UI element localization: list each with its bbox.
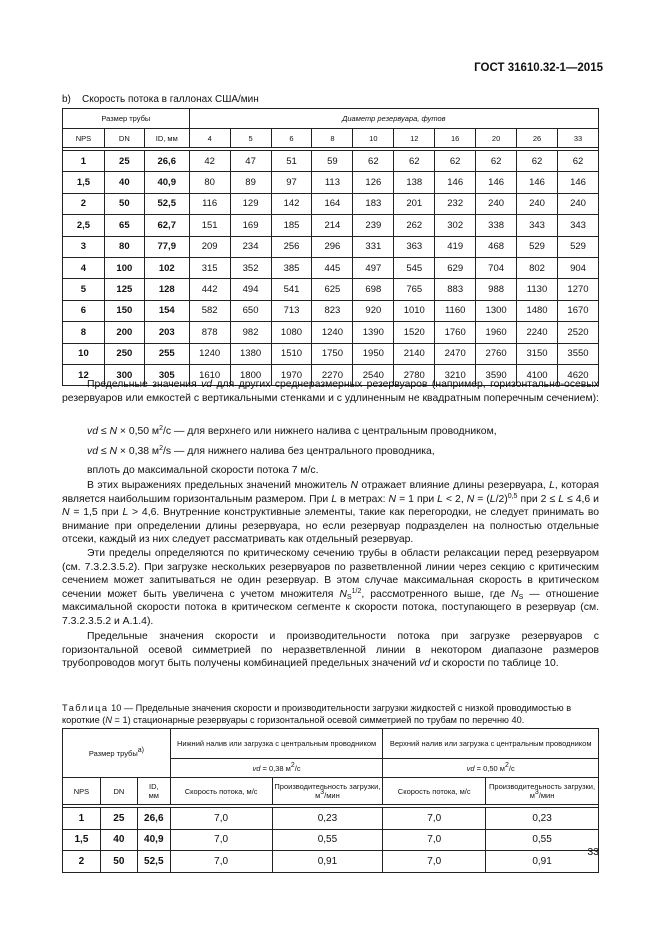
cell-value: 363 (394, 236, 435, 257)
cell-value: 2140 (394, 343, 435, 364)
cell-value: 920 (353, 300, 394, 321)
cell-value: 541 (271, 279, 312, 300)
cell-nps: 5 (63, 279, 105, 300)
cell-value: 62 (394, 151, 435, 172)
cell-value: 234 (230, 236, 271, 257)
cell-value: 0,91 (486, 851, 599, 873)
cell-value: 1480 (517, 300, 558, 321)
cell-nps: 6 (63, 300, 105, 321)
cell-value: 51 (271, 151, 312, 172)
cell-value: 232 (435, 193, 476, 214)
cell-value: 0,55 (486, 829, 599, 851)
formula-1: vd ≤ N × 0,50 $м^2/с$ — для верхнего или нижнего налива с центральным проводником, (87, 425, 497, 437)
cell-value: 2520 (557, 322, 598, 343)
cell-value: 445 (312, 257, 353, 278)
cell-value: 0,55 (272, 829, 383, 851)
cell-value: 1080 (271, 322, 312, 343)
cell-value: 1750 (312, 343, 353, 364)
cell-value: 116 (189, 193, 230, 214)
cell-value: 2540 (353, 364, 394, 385)
cell-dn: 50 (100, 851, 137, 873)
cell-id: 305 (144, 364, 189, 385)
cell-dn: 65 (104, 215, 144, 236)
cell-value: 545 (394, 257, 435, 278)
cell-value: 1240 (312, 322, 353, 343)
document-code: ГОСТ 31610.32-1—2015 (474, 62, 603, 74)
cell-value: 0,23 (272, 808, 383, 830)
cell-value: 1130 (517, 279, 558, 300)
cell-value: 3590 (476, 364, 517, 385)
cell-dn: 125 (104, 279, 144, 300)
cell-value: 315 (189, 257, 230, 278)
cell-value: 331 (353, 236, 394, 257)
cell-value: 209 (189, 236, 230, 257)
table-row (63, 279, 599, 300)
cell-value: 494 (230, 279, 271, 300)
table-row (63, 851, 599, 873)
t10-col-speed-b: Скорость потока, м/с (383, 778, 486, 805)
cell-value: 352 (230, 257, 271, 278)
table-row (63, 808, 599, 830)
t10-col-dn: DN (100, 778, 137, 805)
cell-id: 154 (144, 300, 189, 321)
t10-col-prod-b: Производительность загрузки, $м^3$/мин (486, 778, 599, 805)
paragraph-4: Предельные значения скорости и производительности потока при загрузке резервуаров с горизонтальной осевой симметрией по неразветвленной линии в некотором диапазоне размеров трубопроводов могут быть получены комбинацией предельных значений vd и скорости по таблице 10. (62, 631, 599, 670)
cell-dn: 100 (104, 257, 144, 278)
cell-value: 113 (312, 172, 353, 193)
cell-value: 146 (557, 172, 598, 193)
diameter-header-16: 16 (435, 129, 476, 148)
cell-value: 823 (312, 300, 353, 321)
cell-value: 1800 (230, 364, 271, 385)
cell-value: 2470 (435, 343, 476, 364)
cell-value: 302 (435, 215, 476, 236)
cell-value: 802 (517, 257, 558, 278)
cell-value: 1960 (476, 322, 517, 343)
cell-nps: 3 (63, 236, 105, 257)
cell-nps: 1,5 (63, 172, 105, 193)
cell-value: 1390 (353, 322, 394, 343)
cell-nps: 4 (63, 257, 105, 278)
cell-value: 988 (476, 279, 517, 300)
t10-col-nps: NPS (63, 778, 101, 805)
diameter-header-20: 20 (476, 129, 517, 148)
table-row (63, 300, 599, 321)
cell-value: 214 (312, 215, 353, 236)
cell-value: 62 (476, 151, 517, 172)
t10-group-bottom: Нижний налив или загрузка с центральным проводником (170, 729, 383, 759)
cell-value: 62 (557, 151, 598, 172)
paragraph-2: В этих выражениях предельных значений множитель N отражает влияние длины резервуара, L, которая является наибольшим горизонтальным размером. При L в метрах: N = 1 при L < 2, $N = (L/2)^{0,5}$ при 2 ≤ L ≤ 4,6 и N = 1,5 при L > 4,6. Внутренние конструктивные элементы, такие как перегородки, не следует принимать во внимание при определении длины резервуара, но если резервуар подразделен на полностью отдельные отсеки, каждый из них следует рассматривать как отдельный резервуар. (62, 480, 599, 546)
cell-id: 52,5 (144, 193, 189, 214)
diameter-header-26: 26 (517, 129, 558, 148)
t10-col-id: ID, мм (137, 778, 170, 805)
cell-value: 650 (230, 300, 271, 321)
cell-value: 240 (517, 193, 558, 214)
cell-id: 77,9 (144, 236, 189, 257)
diameter-header-6: 6 (271, 129, 312, 148)
cell-value: 1240 (189, 343, 230, 364)
cell-dn: 80 (104, 236, 144, 257)
cell-value: 2240 (517, 322, 558, 343)
cell-value: 126 (353, 172, 394, 193)
cell-value: 765 (394, 279, 435, 300)
cell-value: 7,0 (170, 808, 272, 830)
tank-diameter-header: Диаметр резервуара, футов (189, 109, 598, 129)
caption-text: Скорость потока в галлонах США/мин (82, 94, 259, 105)
cell-value: 146 (517, 172, 558, 193)
cell-nps: 8 (63, 322, 105, 343)
cell-value: 129 (230, 193, 271, 214)
cell-value: 7,0 (170, 829, 272, 851)
cell-value: 442 (189, 279, 230, 300)
cell-value: 343 (517, 215, 558, 236)
cell-dn: 25 (104, 151, 144, 172)
cell-value: 0,91 (272, 851, 383, 873)
col-id: ID, мм (144, 129, 189, 148)
table-row (63, 343, 599, 364)
cell-value: 164 (312, 193, 353, 214)
cell-value: 1760 (435, 322, 476, 343)
diameter-header-5: 5 (230, 129, 271, 148)
cell-value: 625 (312, 279, 353, 300)
cell-nps: 1 (63, 808, 101, 830)
cell-dn: 50 (104, 193, 144, 214)
cell-value: 1670 (557, 300, 598, 321)
cell-value: 142 (271, 193, 312, 214)
cell-value: 62 (435, 151, 476, 172)
cell-id: 40,9 (137, 829, 170, 851)
cell-value: 80 (189, 172, 230, 193)
diameter-header-8: 8 (312, 129, 353, 148)
cell-value: 146 (476, 172, 517, 193)
cell-id: 52,5 (137, 851, 170, 873)
cell-value: 883 (435, 279, 476, 300)
t10-col-prod-a: Производительность загрузки, $м^3$/мин (272, 778, 383, 805)
table-caption-b (62, 94, 259, 105)
col-nps: NPS (63, 129, 105, 148)
cell-value: 582 (189, 300, 230, 321)
cell-value: 47 (230, 151, 271, 172)
cell-value: 629 (435, 257, 476, 278)
diameter-header-10: 10 (353, 129, 394, 148)
cell-value: 42 (189, 151, 230, 172)
t10-col-speed-a: Скорость потока, м/с (170, 778, 272, 805)
cell-value: 497 (353, 257, 394, 278)
cell-value: 262 (394, 215, 435, 236)
table-row (63, 151, 599, 172)
cell-value: 138 (394, 172, 435, 193)
cell-id: 40,9 (144, 172, 189, 193)
diameter-header-33: 33 (557, 129, 598, 148)
table-row (63, 172, 599, 193)
flow-rate-table (62, 108, 599, 386)
cell-value: 1160 (435, 300, 476, 321)
diameter-header-4: 4 (189, 129, 230, 148)
cell-value: 343 (557, 215, 598, 236)
cell-value: 4620 (557, 364, 598, 385)
cell-id: 26,6 (144, 151, 189, 172)
cell-value: 3550 (557, 343, 598, 364)
cell-value: 338 (476, 215, 517, 236)
cell-dn: 40 (100, 829, 137, 851)
cell-value: 468 (476, 236, 517, 257)
cell-nps: 1,5 (63, 829, 101, 851)
cell-value: 2780 (394, 364, 435, 385)
cell-value: 4100 (517, 364, 558, 385)
cell-value: 62 (353, 151, 394, 172)
cell-value: 1300 (476, 300, 517, 321)
cell-nps: 2 (63, 193, 105, 214)
table-row (63, 257, 599, 278)
cell-value: 1950 (353, 343, 394, 364)
cell-value: 419 (435, 236, 476, 257)
cell-value: 97 (271, 172, 312, 193)
table-10-body (63, 805, 599, 873)
cell-dn: 150 (104, 300, 144, 321)
cell-value: 1610 (189, 364, 230, 385)
table-row (63, 829, 599, 851)
cell-id: 26,6 (137, 808, 170, 830)
cell-dn: 200 (104, 322, 144, 343)
cell-value: 7,0 (383, 851, 486, 873)
cell-dn: 250 (104, 343, 144, 364)
cell-value: 982 (230, 322, 271, 343)
cell-value: 1380 (230, 343, 271, 364)
diameter-header-12: 12 (394, 129, 435, 148)
t10-vd-b: vd = 0,50 $м^2/с$ (383, 759, 599, 778)
cell-id: 128 (144, 279, 189, 300)
cell-value: 201 (394, 193, 435, 214)
cell-value: 904 (557, 257, 598, 278)
table-row (63, 236, 599, 257)
cell-value: 1270 (557, 279, 598, 300)
caption-letter: b) (62, 94, 71, 105)
table-10-caption: Таблица 10 — Предельные значения скорости и производительности загрузки жидкостей с низкой проводимостью в короткие (N = 1) стационарные резервуары с горизонтальной осевой симметрией по трубам по перечню 40. (62, 703, 572, 726)
cell-id: 62,7 (144, 215, 189, 236)
cell-value: 3210 (435, 364, 476, 385)
cell-value: 239 (353, 215, 394, 236)
cell-dn: 25 (100, 808, 137, 830)
cell-value: 1970 (271, 364, 312, 385)
table-row (63, 322, 599, 343)
t10-pipe-size-header: Размер трубы$^{a)}$ (63, 729, 171, 778)
cell-id: 102 (144, 257, 189, 278)
cell-value: 713 (271, 300, 312, 321)
cell-id: 255 (144, 343, 189, 364)
pipe-size-header: Размер трубы (63, 109, 190, 129)
cell-value: 385 (271, 257, 312, 278)
col-dn: DN (104, 129, 144, 148)
cell-value: 296 (312, 236, 353, 257)
cell-value: 151 (189, 215, 230, 236)
table-row (63, 193, 599, 214)
cell-value: 185 (271, 215, 312, 236)
cell-nps: 1 (63, 151, 105, 172)
cell-value: 2760 (476, 343, 517, 364)
cell-value: 529 (557, 236, 598, 257)
table-row (63, 215, 599, 236)
cell-value: 183 (353, 193, 394, 214)
cell-value: 2270 (312, 364, 353, 385)
cell-value: 1520 (394, 322, 435, 343)
cell-value: 7,0 (383, 829, 486, 851)
cell-value: 704 (476, 257, 517, 278)
cell-value: 3150 (517, 343, 558, 364)
cell-value: 7,0 (383, 808, 486, 830)
paragraph-3: Эти пределы определяются по критическому сечению трубы в области релаксации перед резервуаром (см. 7.3.2.3.5.2). При загрузке нескольких резервуаров по разветвленной линии через секцию с критическим сечением может запитываться не один резервуар. В этом случае максимальная скорость в критическом сечении может быть увеличена с учетом множителя $N_S^{1/2}$, рассмотренного выше, где $N_S$ — отношение максимальной скорости потока в критическом сегменте к скорости потока, поступающего в резервуар (см. 7.3.2.3.5.2 и А.1.4). (62, 548, 599, 627)
cell-dn: 300 (104, 364, 144, 385)
cell-value: 146 (435, 172, 476, 193)
cell-dn: 40 (104, 172, 144, 193)
flow-rate-table-body (63, 148, 599, 386)
table-10 (62, 728, 599, 873)
cell-value: 240 (476, 193, 517, 214)
cell-value: 7,0 (170, 851, 272, 873)
cell-value: 59 (312, 151, 353, 172)
cell-value: 169 (230, 215, 271, 236)
cell-value: 89 (230, 172, 271, 193)
cell-nps: 2,5 (63, 215, 105, 236)
paragraph-1: Предельные значения vd для других среднеразмерных резервуаров (например, горизонтально-осевых резервуаров или емкостей с вертикальными стенками и с удлиненным не квадратным поперечным сечением): (62, 379, 599, 404)
cell-value: 0,23 (486, 808, 599, 830)
cell-value: 240 (557, 193, 598, 214)
cell-nps: 10 (63, 343, 105, 364)
cell-nps: 2 (63, 851, 101, 873)
cell-value: 62 (517, 151, 558, 172)
cell-id: 203 (144, 322, 189, 343)
cell-value: 878 (189, 322, 230, 343)
cell-nps: 12 (63, 364, 105, 385)
t10-group-top: Верхний налив или загрузка с центральным проводником (383, 729, 599, 759)
formula-3: вплоть до максимальной скорости потока 7 м/с. (87, 465, 319, 476)
t10-vd-a: vd = 0,38 $м^2/с$ (170, 759, 383, 778)
cell-value: 529 (517, 236, 558, 257)
cell-value: 256 (271, 236, 312, 257)
formula-2: vd ≤ N × 0,38 $м^2/s$ — для нижнего налива без центрального проводника, (87, 445, 435, 457)
cell-value: 1510 (271, 343, 312, 364)
cell-value: 698 (353, 279, 394, 300)
cell-value: 1010 (394, 300, 435, 321)
page-number: 33 (587, 846, 599, 858)
